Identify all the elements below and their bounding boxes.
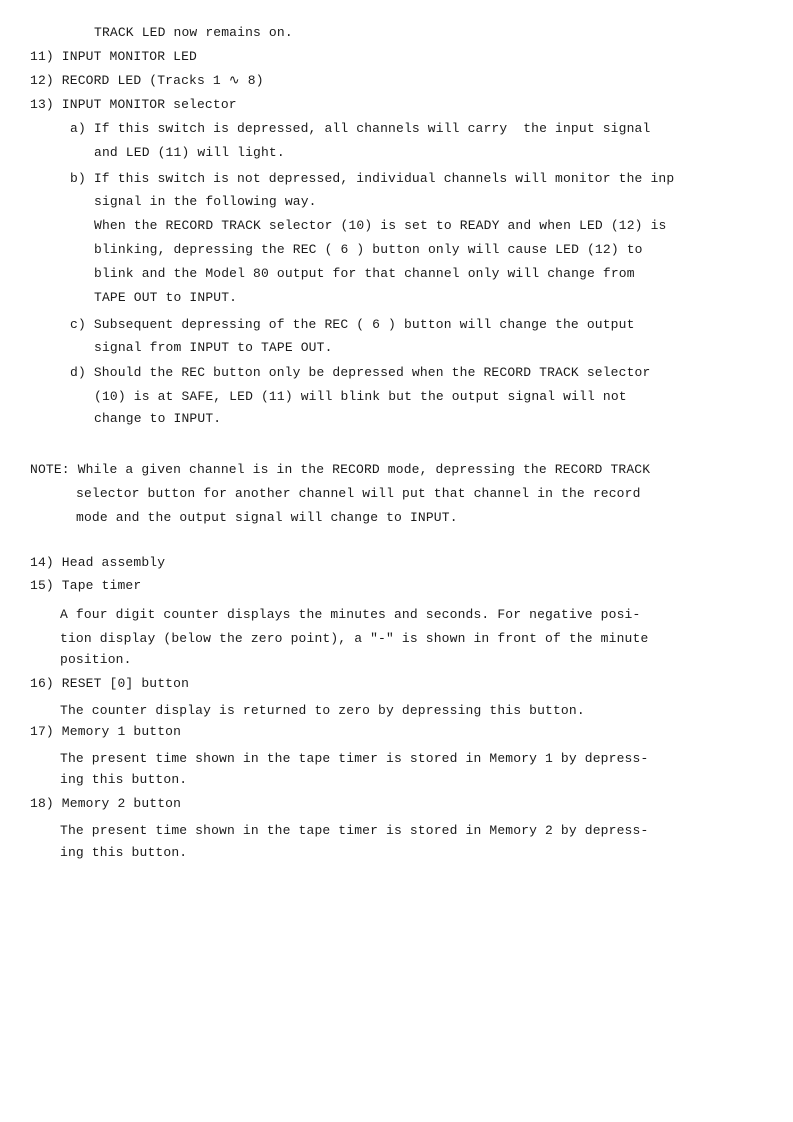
text-line: A four digit counter displays the minutes and seconds. For negative posi- — [60, 607, 641, 622]
text-line: ing this button. — [60, 845, 188, 860]
text-line: selector button for another channel will put that channel in the record — [76, 486, 641, 501]
text-line: blink and the Model 80 output for that channel only will change from — [94, 266, 635, 281]
text-line: signal from INPUT to TAPE OUT. — [94, 340, 333, 355]
text-line: When the RECORD TRACK selector (10) is set to READY and when LED (12) is — [94, 218, 667, 233]
list-item: c) Subsequent depressing of the REC ( 6 ) button will change the output — [70, 317, 635, 332]
text-line: TAPE OUT to INPUT. — [94, 290, 238, 305]
text-line: TRACK LED now remains on. — [94, 25, 293, 40]
text-line: blinking, depressing the REC ( 6 ) button only will cause LED (12) to — [94, 242, 643, 257]
section-heading: 17) Memory 1 button — [30, 724, 182, 739]
text-line: tion display (below the zero point), a "-" is shown in front of the minute — [60, 631, 649, 646]
text-line: and LED (11) will light. — [94, 145, 285, 160]
text-line: signal in the following way. — [94, 194, 317, 209]
text-line: change to INPUT. — [94, 411, 222, 426]
section-heading: 13) INPUT MONITOR selector — [30, 97, 237, 112]
section-heading: 18) Memory 2 button — [30, 796, 182, 811]
text-line: mode and the output signal will change to INPUT. — [76, 510, 458, 525]
text-line: (10) is at SAFE, LED (11) will blink but the output signal will not — [94, 389, 627, 404]
section-heading: 11) INPUT MONITOR LED — [30, 49, 197, 64]
text-line: ing this button. — [60, 772, 188, 787]
section-heading: 15) Tape timer — [30, 578, 142, 593]
text-line: The present time shown in the tape timer is stored in Memory 1 by depress- — [60, 751, 649, 766]
section-heading: 14) Head assembly — [30, 555, 166, 570]
section-heading: 12) RECORD LED (Tracks 1 ∿ 8) — [30, 73, 264, 88]
list-item: b) If this switch is not depressed, individual channels will monitor the inp — [70, 171, 675, 186]
note-heading: NOTE: While a given channel is in the RECORD mode, depressing the RECORD TRACK — [30, 462, 651, 477]
list-item: a) If this switch is depressed, all channels will carry the input signal — [70, 121, 651, 136]
list-item: d) Should the REC button only be depressed when the RECORD TRACK selector — [70, 365, 651, 380]
text-line: position. — [60, 652, 132, 667]
section-heading: 16) RESET [0] button — [30, 676, 190, 691]
text-line: The present time shown in the tape timer is stored in Memory 2 by depress- — [60, 823, 649, 838]
text-line: The counter display is returned to zero by depressing this button. — [60, 703, 585, 718]
